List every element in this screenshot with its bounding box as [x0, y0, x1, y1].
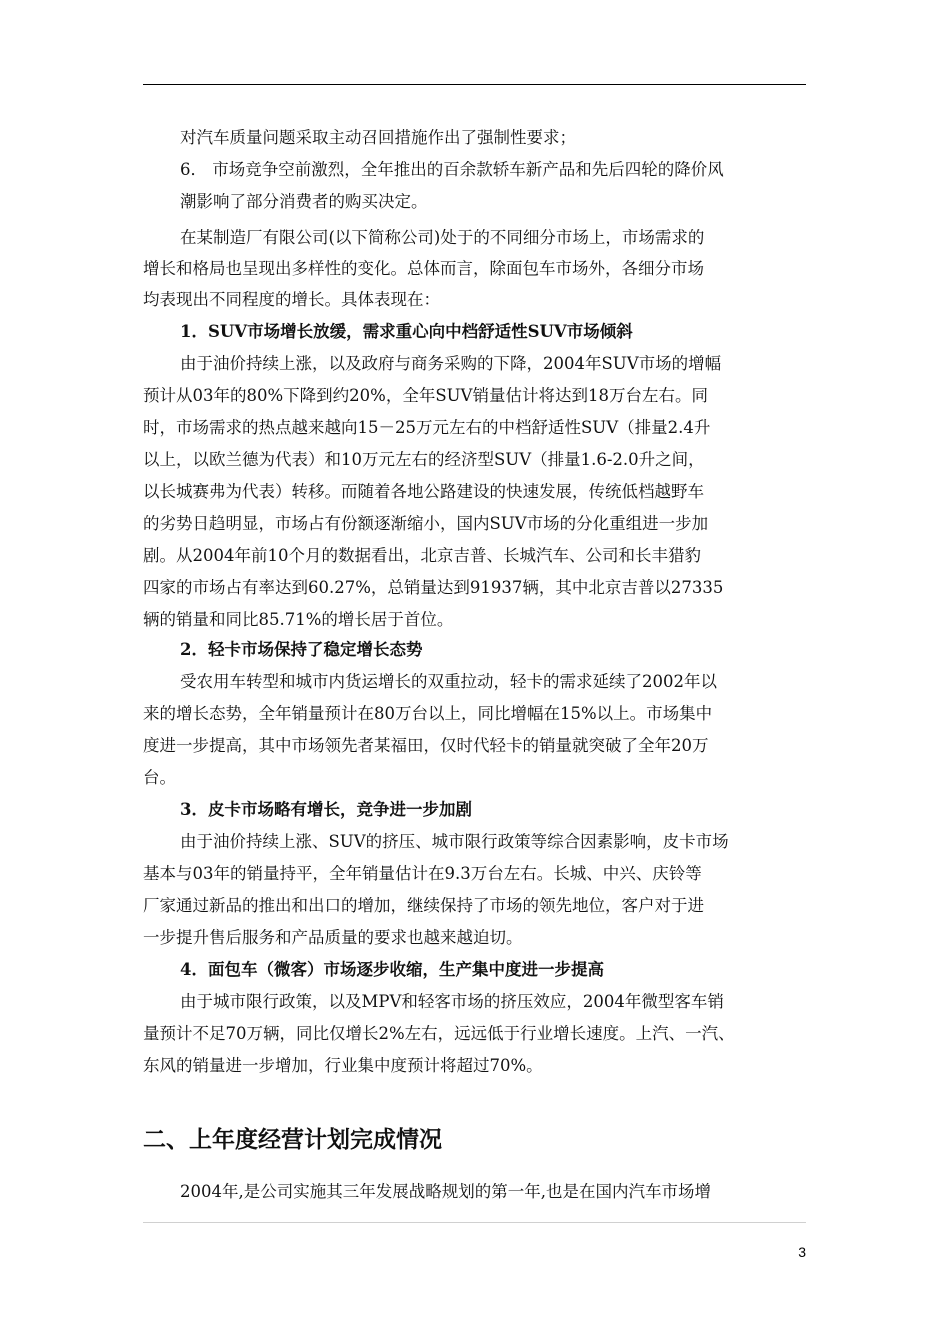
text-line: 剧。从2004年前10个月的数据看出，北京吉普、长城汽车、公司和长丰猎豹: [143, 546, 701, 565]
page-number: 3: [798, 1244, 806, 1260]
text-line: 的劣势日趋明显，市场占有份额逐渐缩小，国内SUV市场的分化重组进一步加: [143, 514, 709, 533]
text-line: 一步提升售后服务和产品质量的要求也越来越迫切。: [143, 928, 523, 947]
text-line: 时，市场需求的热点越来越向15－25万元左右的中档舒适性SUV（排量2.4升: [143, 418, 711, 437]
list-item-6: 6． 市场竞争空前激烈，全年推出的百余款轿车新产品和先后四轮的降价风: [180, 160, 724, 179]
subheading-light-truck: 2．轻卡市场保持了稳定增长态势: [180, 640, 423, 659]
text-line: 预计从03年的80%下降到约20%，全年SUV销量估计将达到18万台左右。同: [143, 386, 708, 405]
text-line: 在某制造厂有限公司(以下简称公司)处于的不同细分市场上，市场需求的: [180, 228, 705, 247]
text-line: 受农用车转型和城市内货运增长的双重拉动，轻卡的需求延续了2002年以: [180, 672, 717, 691]
text-line: 潮影响了部分消费者的购买决定。: [180, 192, 428, 211]
footer-rule: [143, 1222, 806, 1223]
text-line: 均表现出不同程度的增长。具体表现在：: [143, 290, 440, 309]
text-line: 2004年,是公司实施其三年发展战略规划的第一年,也是在国内汽车市场增: [180, 1182, 711, 1201]
text-line: 对汽车质量问题采取主动召回措施作出了强制性要求；: [180, 128, 576, 147]
subheading-suv: 1．SUV市场增长放缓，需求重心向中档舒适性SUV市场倾斜: [180, 322, 633, 341]
text-line: 辆的销量和同比85.71%的增长居于首位。: [143, 610, 454, 629]
text-line: 由于城市限行政策，以及MPV和轻客市场的挤压效应，2004年微型客车销: [180, 992, 724, 1011]
text-line: 由于油价持续上涨，以及政府与商务采购的下降，2004年SUV市场的增幅: [180, 354, 722, 373]
text-line: 四家的市场占有率达到60.27%，总销量达到91937辆，其中北京吉普以27335: [143, 578, 724, 597]
subheading-pickup: 3．皮卡市场略有增长，竞争进一步加剧: [180, 800, 472, 819]
text-line: 以长城赛弗为代表）转移。而随着各地公路建设的快速发展，传统低档越野车: [143, 482, 704, 501]
text-line: 以上，以欧兰德为代表）和10万元左右的经济型SUV（排量1.6-2.0升之间，: [143, 450, 705, 469]
subheading-minivan: 4．面包车（微客）市场逐步收缩，生产集中度进一步提高: [180, 960, 604, 979]
text-line: 厂家通过新品的推出和出口的增加，继续保持了市场的领先地位，客户对于进: [143, 896, 704, 915]
text-line: 东风的销量进一步增加，行业集中度预计将超过70%。: [143, 1056, 543, 1075]
text-line: 来的增长态势，全年销量预计在80万台以上，同比增幅在15%以上。市场集中: [143, 704, 713, 723]
text-line: 台。: [143, 768, 176, 787]
text-line: 基本与03年的销量持平，全年销量估计在9.3万台左右。长城、中兴、庆铃等: [143, 864, 702, 883]
text-line: 增长和格局也呈现出多样性的变化。总体而言，除面包车市场外，各细分市场: [143, 259, 704, 278]
text-line: 由于油价持续上涨、SUV的挤压、城市限行政策等综合因素影响，皮卡市场: [180, 832, 729, 851]
section-heading: 二、上年度经营计划完成情况: [143, 1127, 442, 1153]
text-line: 量预计不足70万辆，同比仅增长2%左右，远远低于行业增长速度。上汽、一汽、: [143, 1024, 735, 1043]
text-line: 度进一步提高，其中市场领先者某福田，仅时代轻卡的销量就突破了全年20万: [143, 736, 709, 755]
header-rule: [143, 84, 806, 85]
